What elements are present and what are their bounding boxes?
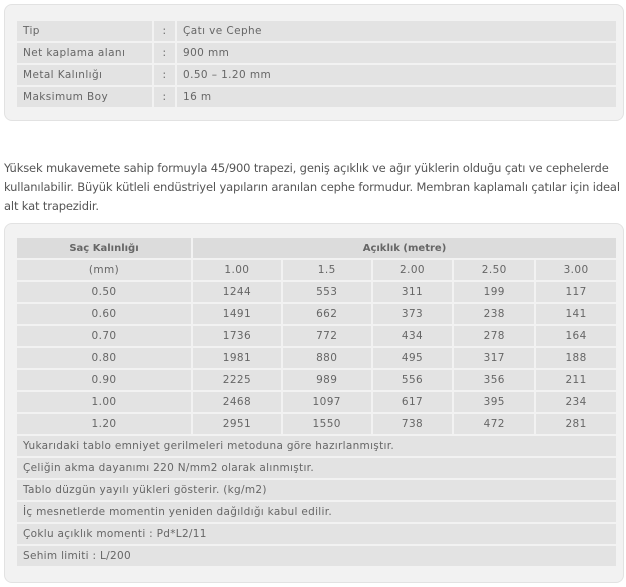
load-value-cell: 1736 [193,326,281,346]
load-value-cell: 472 [454,414,534,434]
span-value: 2.50 [454,260,534,280]
load-value-cell: 556 [373,370,453,390]
load-value-cell: 317 [454,348,534,368]
thickness-cell: 0.60 [17,304,191,324]
spec-label: Net kaplama alanı [17,43,152,63]
spec-box [4,4,624,121]
load-value-cell: 553 [283,282,371,302]
spec-value: 0.50 – 1.20 mm [177,65,616,85]
thickness-unit: (mm) [17,260,191,280]
load-value-cell: 373 [373,304,453,324]
load-value-cell: 617 [373,392,453,412]
thickness-cell: 0.70 [17,326,191,346]
spec-table [15,19,618,109]
load-value-cell: 1981 [193,348,281,368]
load-value-cell: 880 [283,348,371,368]
load-value-cell: 117 [536,282,616,302]
thickness-cell: 0.80 [17,348,191,368]
load-value-cell: 495 [373,348,453,368]
load-value-cell: 1491 [193,304,281,324]
load-value-cell: 356 [454,370,534,390]
thickness-header: Saç Kalınlığı [17,238,191,258]
load-value-cell: 434 [373,326,453,346]
load-value-cell: 662 [283,304,371,324]
spec-separator: : [154,43,175,63]
span-value: 3.00 [536,260,616,280]
spec-row [17,87,616,107]
span-values-row [17,260,616,280]
table-note: Çeliğin akma dayanımı 220 N/mm2 olarak alınmıştır. [17,458,616,478]
table-note: Tablo düzgün yayılı yükleri gösterir. (kg/m2) [17,480,616,500]
span-value: 1.00 [193,260,281,280]
load-value-cell: 989 [283,370,371,390]
load-value-cell: 188 [536,348,616,368]
load-value-cell: 772 [283,326,371,346]
load-value-cell: 395 [454,392,534,412]
table-note: Çoklu açıklık momenti : Pd*L2/11 [17,524,616,544]
note-row [17,546,616,566]
spec-label: Metal Kalınlığı [17,65,152,85]
load-value-cell: 234 [536,392,616,412]
spec-value: 16 m [177,87,616,107]
table-row [17,282,616,302]
note-row [17,524,616,544]
load-table [15,236,618,568]
load-value-cell: 164 [536,326,616,346]
spec-value: Çatı ve Cephe [177,21,616,41]
table-row [17,392,616,412]
spec-row [17,21,616,41]
spec-row [17,43,616,63]
spec-row [17,65,616,85]
spec-separator: : [154,87,175,107]
spec-label: Tip [17,21,152,41]
spec-label: Maksimum Boy [17,87,152,107]
load-table-box [4,223,624,583]
spec-separator: : [154,65,175,85]
table-note: Sehim limiti : L/200 [17,546,616,566]
spec-value: 900 mm [177,43,616,63]
load-value-cell: 281 [536,414,616,434]
spec-separator: : [154,21,175,41]
load-value-cell: 2951 [193,414,281,434]
table-row [17,370,616,390]
span-value: 1.5 [283,260,371,280]
span-header: Açıklık (metre) [193,238,616,258]
note-row [17,436,616,456]
load-value-cell: 199 [454,282,534,302]
note-row [17,480,616,500]
table-row [17,414,616,434]
load-value-cell: 2468 [193,392,281,412]
table-note: İç mesnetlerde momentin yeniden dağıldığı kabul edilir. [17,502,616,522]
load-value-cell: 211 [536,370,616,390]
load-value-cell: 1244 [193,282,281,302]
load-value-cell: 738 [373,414,453,434]
thickness-cell: 0.90 [17,370,191,390]
table-row [17,348,616,368]
load-value-cell: 2225 [193,370,281,390]
thickness-cell: 1.00 [17,392,191,412]
load-value-cell: 141 [536,304,616,324]
thickness-cell: 1.20 [17,414,191,434]
thickness-cell: 0.50 [17,282,191,302]
note-row [17,502,616,522]
load-value-cell: 238 [454,304,534,324]
span-value: 2.00 [373,260,453,280]
table-note: Yukarıdaki tablo emniyet gerilmeleri metoduna göre hazırlanmıştır. [17,436,616,456]
load-value-cell: 1550 [283,414,371,434]
table-row [17,326,616,346]
load-value-cell: 311 [373,282,453,302]
load-value-cell: 1097 [283,392,371,412]
note-row [17,458,616,478]
load-table-header-row [17,238,616,258]
table-row [17,304,616,324]
load-value-cell: 278 [454,326,534,346]
product-description: Yüksek mukavemete sahip formuyla 45/900 trapezi, geniş açıklık ve ağır yüklerin olduğu çatı ve cephelerde kullanılabilir. Büyük kütleli endüstriyel yapıların aranılan cephe formudur. Membran kaplamalı çatılar için ideal alt kat trapezidir. [4,161,620,213]
